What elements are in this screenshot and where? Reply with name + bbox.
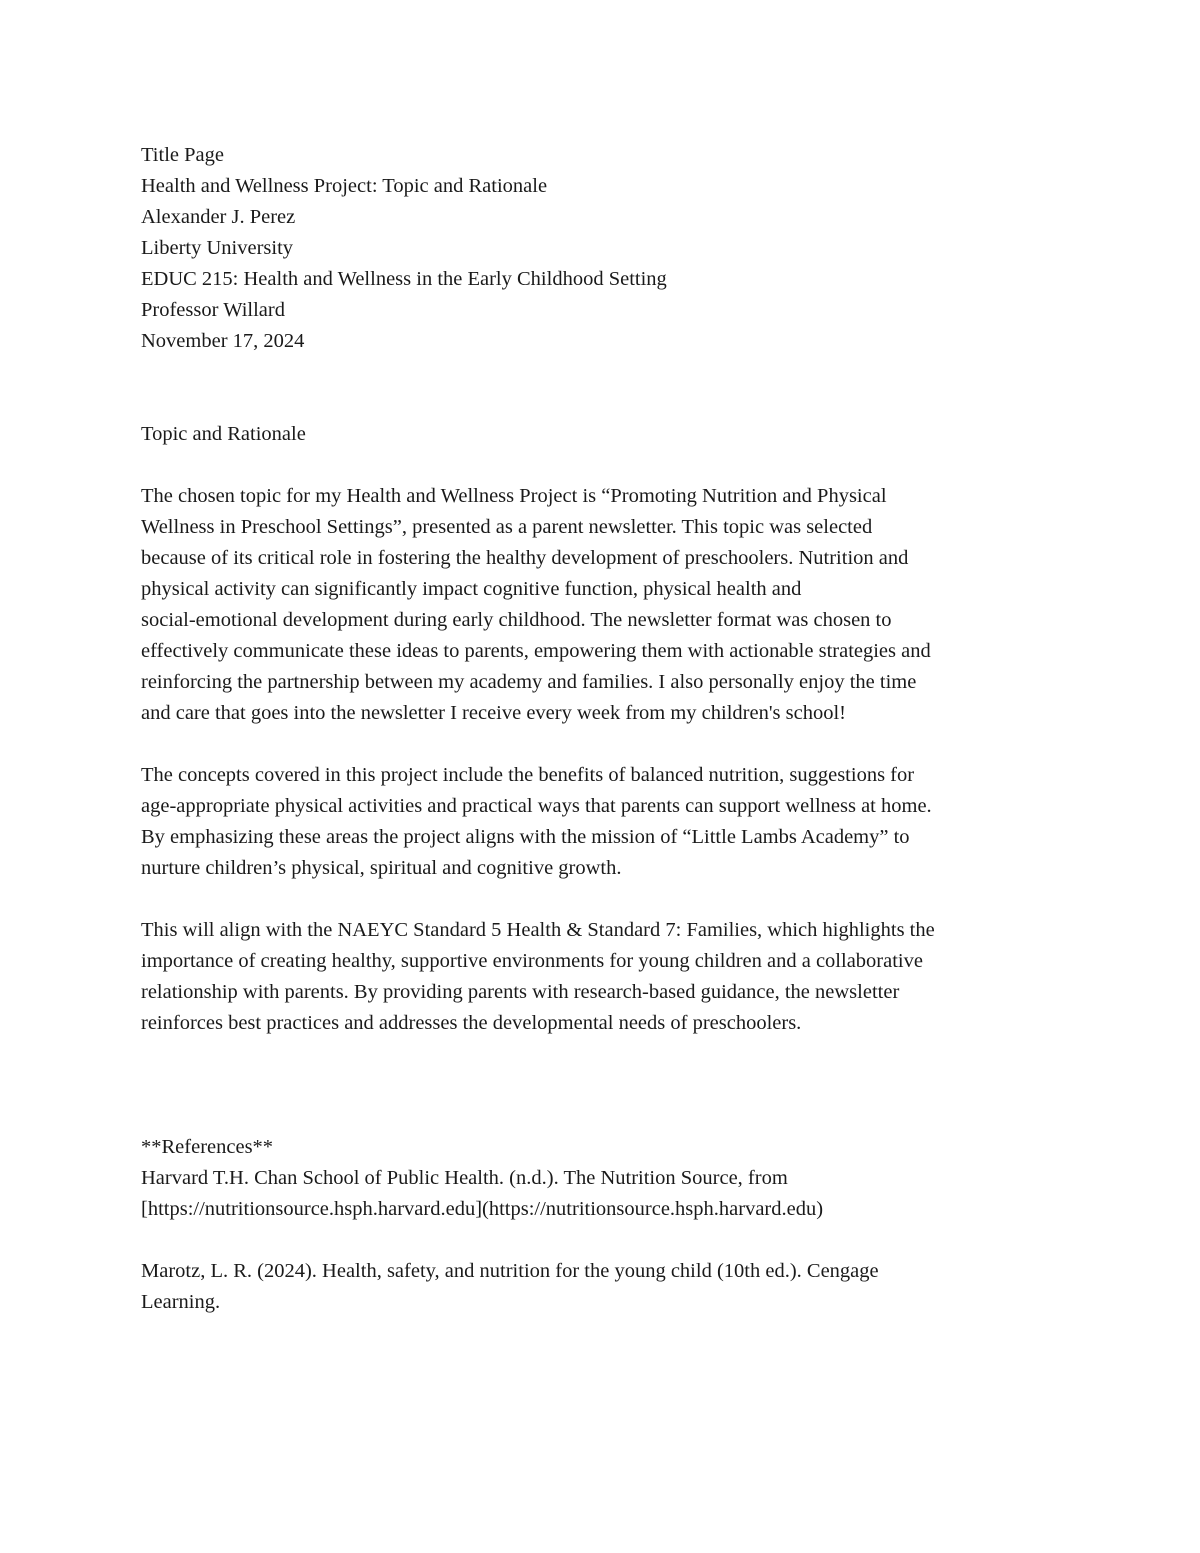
paragraph-line: Wellness in Preschool Settings”, presented as a parent newsletter. This topic was selected (141, 516, 873, 538)
paragraph-line: The chosen topic for my Health and Wellness Project is “Promoting Nutrition and Physical (141, 485, 887, 507)
reference-entry (141, 1256, 1076, 1318)
project-title: Health and Wellness Project: Topic and Rationale (141, 175, 548, 197)
references-section (141, 1132, 1076, 1318)
references-heading: **References** (141, 1136, 274, 1158)
document-page (141, 140, 1076, 1318)
document-date: November 17, 2024 (141, 330, 305, 352)
paragraph-line: reinforcing the partnership between my academy and families. I also personally enjoy the time (141, 671, 917, 693)
paragraph-line: This will align with the NAEYC Standard 5 Health & Standard 7: Families, which highlights the (141, 919, 935, 941)
spacer (141, 884, 1076, 915)
paragraph-standards (141, 915, 1076, 1039)
spacer (141, 357, 1076, 419)
spacer (141, 729, 1076, 760)
author-name: Alexander J. Perez (141, 206, 296, 228)
reference-entry (141, 1163, 1076, 1225)
instructor-name: Professor Willard (141, 299, 285, 321)
paragraph-topic (141, 481, 1076, 729)
spacer (141, 450, 1076, 481)
paragraph-line: The concepts covered in this project include the benefits of balanced nutrition, suggestions for (141, 764, 915, 786)
reference-url: [https://nutritionsource.hsph.harvard.edu](https://nutritionsource.hsph.harvard.edu) (141, 1198, 824, 1220)
paragraph-line: importance of creating healthy, supportive environments for young children and a collaborative (141, 950, 923, 972)
paragraph-line: nurture children’s physical, spiritual and cognitive growth. (141, 857, 622, 879)
reference-line: Harvard T.H. Chan School of Public Health. (n.d.). The Nutrition Source, from (141, 1167, 788, 1189)
paragraph-line: effectively communicate these ideas to parents, empowering them with actionable strategies and (141, 640, 931, 662)
paragraph-line: because of its critical role in fostering the healthy development of preschoolers. Nutrition and (141, 547, 909, 569)
spacer (141, 1225, 1076, 1256)
reference-line: Marotz, L. R. (2024). Health, safety, and nutrition for the young child (10th ed.). Cengage (141, 1260, 879, 1282)
spacer (141, 1039, 1076, 1132)
paragraph-line: social-emotional development during early childhood. The newsletter format was chosen to (141, 609, 892, 631)
paragraph-line: relationship with parents. By providing parents with research-based guidance, the newsletter (141, 981, 900, 1003)
paragraph-concepts (141, 760, 1076, 884)
paragraph-line: By emphasizing these areas the project aligns with the mission of “Little Lambs Academy” to (141, 826, 910, 848)
paragraph-line: reinforces best practices and addresses the developmental needs of preschoolers. (141, 1012, 802, 1034)
section-heading: Topic and Rationale (141, 423, 306, 445)
paragraph-line: and care that goes into the newsletter I receive every week from my children's school! (141, 702, 846, 724)
institution: Liberty University (141, 237, 294, 259)
reference-line: Learning. (141, 1291, 221, 1313)
title-label: Title Page (141, 144, 224, 166)
paragraph-line: physical activity can significantly impact cognitive function, physical health and (141, 578, 802, 600)
course-name: EDUC 215: Health and Wellness in the Early Childhood Setting (141, 268, 667, 290)
title-block (141, 140, 1076, 357)
paragraph-line: age-appropriate physical activities and practical ways that parents can support wellness at home. (141, 795, 932, 817)
